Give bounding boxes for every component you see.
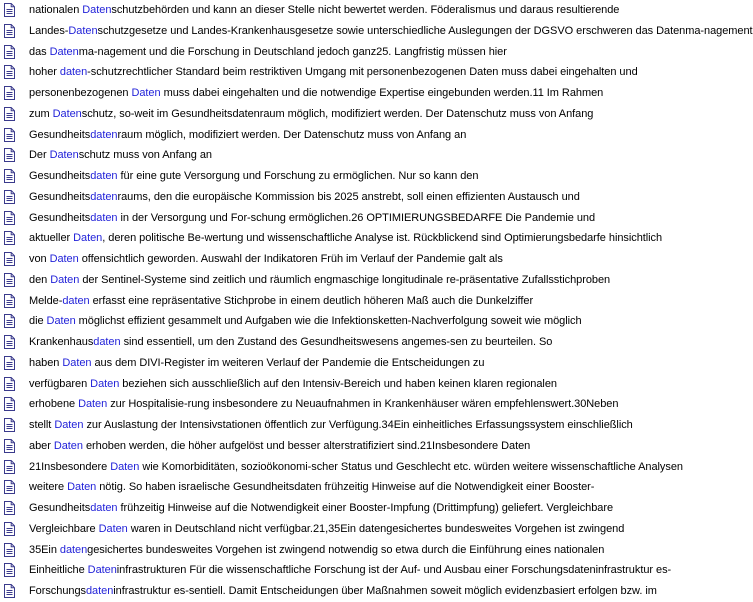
result-row-9[interactable] (0, 166, 746, 187)
snippet-text-after: infrastrukturen Für die wissenschaftliche Forschung ist der Auf- und Ausbau einer Forschungsdateninfrastruktur es- (116, 564, 672, 577)
snippet-text-after: -schutzrechtlicher Standard beim restriktiven Umgang mit personenbezogenen Daten muss dabei eingehalten und (87, 66, 638, 79)
result-snippet (29, 291, 744, 312)
snippet-text-before: erhobene (29, 398, 79, 411)
document-icon (4, 543, 15, 557)
snippet-text-before: Einheitliche (29, 564, 88, 577)
document-icon (4, 231, 15, 245)
document-icon (4, 439, 15, 453)
result-snippet (29, 415, 744, 436)
document-icon (4, 314, 15, 328)
result-snippet (29, 145, 744, 166)
keyword-highlight: Daten (87, 564, 117, 577)
snippet-text-before: das (29, 45, 50, 58)
document-icon (4, 501, 15, 515)
keyword-highlight: Daten (53, 439, 83, 452)
result-row-22[interactable] (0, 436, 746, 457)
result-row-2[interactable] (0, 21, 753, 42)
result-snippet (29, 249, 744, 270)
snippet-text-after: , deren politische Be-wertung und wissenschaftliche Analyse ist. Rückblickend sind Optimierungsbedarfe hinsichtlich (102, 232, 663, 245)
snippet-text-before: Gesundheits (29, 170, 91, 182)
result-row-28[interactable] (0, 560, 746, 581)
result-snippet (29, 498, 744, 519)
snippet-text-before: nationalen (29, 4, 83, 16)
snippet-text-before: haben (29, 356, 63, 369)
result-row-3[interactable] (0, 42, 746, 63)
snippet-text-after: infrastruktur es-sentiell. Damit Entscheidungen über Maßnahmen soweit möglich evidenzbasiert erfolgen bzw. im (113, 585, 657, 597)
snippet-text-before: Gesundheits (29, 190, 91, 203)
snippet-text-after: schutz, so-weit im Gesundheitsdatenraum möglich, modifiziert werden. Der Datenschutz muss von Anfang (81, 107, 594, 120)
document-icon (4, 252, 15, 266)
result-snippet (29, 519, 744, 540)
document-icon (4, 169, 15, 183)
snippet-text-before: aktueller (29, 232, 74, 245)
keyword-highlight: daten (90, 128, 118, 141)
snippet-text-after: nötig. So haben israelische Gesundheitsdaten frühzeitig Hinweise auf die Notwendigkeit einer Booster- (96, 481, 595, 494)
snippet-text-after: schutzbehörden und kann an dieser Stelle nicht bewertet werden. Föderalismus und daraus resultierende (111, 4, 620, 16)
result-row-25[interactable] (0, 498, 746, 519)
keyword-highlight: daten (59, 66, 88, 79)
document-icon (4, 294, 15, 308)
document-icon (4, 128, 15, 142)
document-icon (4, 190, 15, 204)
result-snippet (29, 540, 744, 561)
snippet-text-after: beziehen sich ausschließlich auf den Intensiv-Bereich und haben keinen klaren regionalen (119, 377, 557, 390)
snippet-text-after: offensichtlich geworden. Auswahl der Indikatoren Früh im Verlauf der Pandemie galt als (78, 253, 503, 265)
result-row-4[interactable] (0, 62, 746, 83)
snippet-text-before: Forschungs (29, 585, 86, 597)
keyword-highlight: daten (59, 543, 88, 556)
snippet-text-after: waren in Deutschland nicht verfügbar.21,35Ein datengesichertes bundesweites Vorgehen ist zwingend (127, 522, 625, 535)
result-row-1[interactable] (0, 0, 746, 21)
result-snippet (29, 62, 744, 83)
keyword-highlight: daten (85, 585, 114, 597)
snippet-text-after: erhoben werden, die höher aufgelöst und besser alterstratifiziert sind.21Insbesondere Daten (82, 439, 531, 452)
snippet-text-before: weitere (29, 481, 68, 494)
snippet-text-before: Vergleichbare (29, 522, 99, 535)
keyword-highlight: Daten (110, 460, 140, 473)
keyword-highlight: Daten (82, 4, 112, 16)
snippet-text-before: von (29, 253, 50, 265)
keyword-highlight: Daten (46, 315, 76, 328)
keyword-highlight: Daten (73, 232, 103, 245)
document-icon (4, 522, 15, 536)
result-row-12[interactable] (0, 228, 746, 249)
result-snippet (29, 104, 744, 125)
result-snippet (29, 581, 744, 602)
document-icon (4, 86, 15, 100)
document-icon (4, 480, 15, 494)
keyword-highlight: daten (90, 190, 118, 203)
snippet-text-after: gesichertes bundesweites Vorgehen ist zwingend notwendig so etwa durch die Einführung eines nationalen (87, 543, 605, 556)
snippet-text-after: raum möglich, modifiziert werden. Der Datenschutz muss von Anfang an (117, 128, 467, 141)
snippet-text-before: stellt (29, 419, 55, 431)
document-icon (4, 273, 15, 287)
keyword-highlight: daten (90, 211, 118, 224)
result-row-20[interactable] (0, 394, 746, 415)
document-icon (4, 148, 15, 162)
result-snippet (29, 477, 744, 498)
result-row-18[interactable] (0, 353, 746, 374)
snippet-text-after: aus dem DIVI-Register im weiteren Verlauf der Pandemie die Entscheidungen zu (91, 356, 485, 369)
snippet-text-after: erfasst eine repräsentative Stichprobe in einem deutlich höheren Maß auch die Dunkelziffer (89, 294, 534, 307)
result-row-5[interactable] (0, 83, 746, 104)
document-icon (4, 335, 15, 349)
snippet-text-before: hoher (29, 66, 60, 79)
result-row-14[interactable] (0, 270, 746, 291)
snippet-text-after: für eine gute Versorgung und Forschung zu ermöglichen. Nur so kann den (117, 170, 479, 182)
result-row-27[interactable] (0, 540, 746, 561)
document-icon (4, 397, 15, 411)
result-snippet (29, 208, 744, 229)
keyword-highlight: Daten (131, 87, 161, 99)
result-snippet (29, 560, 744, 581)
snippet-text-after: raums, den die europäische Kommission bis 2025 anstrebt, soll einen effizienten Austausch und (117, 190, 580, 203)
result-snippet (29, 21, 753, 42)
snippet-text-before: 35Ein (29, 543, 60, 556)
snippet-text-before: zum (29, 107, 53, 120)
result-row-21[interactable] (0, 415, 746, 436)
result-snippet (29, 374, 744, 395)
result-row-16[interactable] (0, 311, 746, 332)
document-icon (4, 460, 15, 474)
result-snippet (29, 457, 744, 478)
result-snippet (29, 311, 744, 332)
document-icon (4, 211, 15, 225)
snippet-text-before: Melde- (29, 294, 63, 307)
document-icon (4, 3, 15, 17)
keyword-highlight: daten (62, 294, 90, 307)
result-row-6[interactable] (0, 104, 746, 125)
document-icon (4, 107, 15, 121)
keyword-highlight: Daten (49, 45, 79, 58)
snippet-text-before: Der (29, 149, 50, 162)
snippet-text-after: zur Auslastung der Intensivstationen öffentlich zur Verfügung.34Ein einheitliches Erfassungssystem einschließlich (83, 419, 633, 431)
result-snippet (29, 125, 744, 146)
document-icon (4, 418, 15, 432)
document-icon (4, 45, 15, 59)
document-icon (4, 65, 15, 79)
result-snippet (29, 228, 744, 249)
result-row-15[interactable] (0, 291, 746, 312)
snippet-text-after: schutz muss von Anfang an (78, 149, 212, 162)
result-row-8[interactable] (0, 145, 746, 166)
result-row-19[interactable] (0, 374, 746, 395)
result-row-24[interactable] (0, 477, 746, 498)
result-snippet (29, 394, 744, 415)
result-snippet (29, 332, 744, 353)
result-row-11[interactable] (0, 208, 746, 229)
keyword-highlight: Daten (54, 419, 84, 431)
snippet-text-after: wie Komorbiditäten, sozioökonomi-scher Status und Geschlecht etc. würden weitere wissenschaftliche Analysen (139, 460, 683, 473)
result-row-26[interactable] (0, 519, 746, 540)
keyword-highlight: daten (90, 502, 118, 514)
keyword-highlight: Daten (90, 377, 120, 390)
snippet-text-after: zur Hospitalisie-rung insbesondere zu Neuaufnahmen in Krankenhäuser wären empfehlenswert.30Neben (107, 398, 619, 411)
result-row-23[interactable] (0, 457, 746, 478)
keyword-highlight: Daten (78, 398, 108, 411)
keyword-highlight: Daten (49, 253, 79, 265)
keyword-highlight: Daten (49, 149, 79, 162)
result-snippet (29, 353, 744, 374)
snippet-text-before: Gesundheits (29, 211, 91, 224)
result-row-7[interactable] (0, 125, 746, 146)
snippet-text-after: sind essentiell, um den Zustand des Gesundheitswesens angemes-sen zu beurteilen. So (120, 336, 553, 348)
snippet-text-after: der Sentinel-Systeme sind zeitlich und räumlich engmaschige longitudinale re-präsentative Zufallsstichproben (79, 273, 611, 286)
keyword-highlight: daten (93, 336, 121, 348)
snippet-text-before: die (29, 315, 47, 328)
result-row-13[interactable] (0, 249, 746, 270)
snippet-text-after: in der Versorgung und For-schung ermöglichen.26 OPTIMIERUNGSBEDARFE Die Pandemie und (117, 211, 596, 224)
result-snippet (29, 42, 744, 63)
keyword-highlight: daten (90, 170, 118, 182)
result-snippet (29, 270, 744, 291)
document-icon (4, 24, 15, 38)
snippet-text-before: aber (29, 439, 54, 452)
keyword-highlight: Daten (62, 356, 92, 369)
snippet-text-before: 21Insbesondere (29, 460, 111, 473)
result-snippet (29, 166, 744, 187)
snippet-text-before: Krankenhaus (29, 336, 94, 348)
result-snippet (29, 0, 744, 21)
document-icon (4, 356, 15, 370)
keyword-highlight: Daten (52, 107, 82, 120)
snippet-text-after: ma-nagement und die Forschung in Deutschland jedoch ganz25. Langfristig müssen hier (78, 45, 507, 58)
result-snippet (29, 83, 744, 104)
snippet-text-after: muss dabei eingehalten und die notwendige Expertise eingebunden werden.11 Im Rahmen (160, 87, 604, 99)
result-row-29[interactable] (0, 581, 746, 602)
snippet-text-before: Landes- (29, 24, 69, 37)
keyword-highlight: Daten (98, 522, 128, 535)
snippet-text-after: möglichst effizient gesammelt und Aufgaben wie die Infektionsketten-Nachverfolgung soweit wie möglich (75, 315, 582, 328)
result-snippet (29, 187, 744, 208)
result-row-17[interactable] (0, 332, 746, 353)
document-icon (4, 563, 15, 577)
keyword-highlight: Daten (67, 481, 97, 494)
snippet-text-after: schutzgesetze und Landes-Krankenhausgesetze sowie unterschiedliche Auslegungen der DGSVO erschweren das Datenma-nagement (97, 24, 753, 37)
snippet-text-after: frühzeitig Hinweise auf die Notwendigkeit einer Booster-Impfung (Drittimpfung) geliefert. Vergleichbare (117, 502, 614, 514)
keyword-highlight: Daten (68, 24, 98, 37)
keyword-highlight: Daten (50, 273, 80, 286)
document-icon (4, 377, 15, 391)
snippet-text-before: verfügbaren (29, 377, 91, 390)
snippet-text-before: personenbezogenen (29, 87, 132, 99)
snippet-text-before: Gesundheits (29, 128, 91, 141)
result-row-10[interactable] (0, 187, 746, 208)
snippet-text-before: den (29, 273, 51, 286)
snippet-text-before: Gesundheits (29, 502, 91, 514)
result-snippet (29, 436, 744, 457)
document-icon (4, 584, 15, 598)
